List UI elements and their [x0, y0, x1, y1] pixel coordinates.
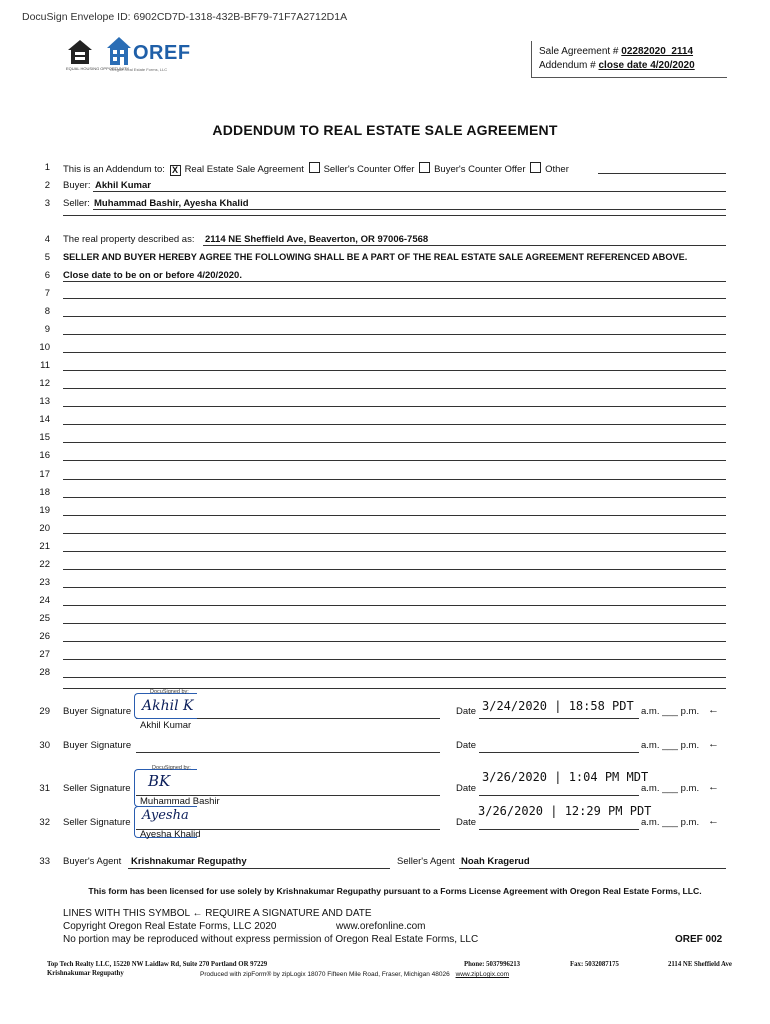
- ampm-options[interactable]: a.m. ___ p.m.: [641, 740, 700, 751]
- blank-terms-line[interactable]: [63, 316, 726, 317]
- page-title: ADDENDUM TO REAL ESTATE SALE AGREEMENT: [212, 122, 558, 138]
- line-number: 14: [39, 414, 50, 425]
- buyer-date-1-value: 3/24/2020 | 18:58 PDT: [482, 699, 634, 713]
- blank-terms-line[interactable]: [63, 479, 726, 480]
- seller-signature-label: Seller Signature: [63, 783, 131, 794]
- seller-name-field[interactable]: Muhammad Bashir, Ayesha Khalid: [94, 198, 249, 209]
- house-logo-icon: [106, 36, 132, 66]
- buyers-agent-label: Buyer's Agent: [63, 856, 122, 867]
- seller-underline: [93, 209, 726, 210]
- sellers-agent-label: Seller's Agent: [397, 856, 455, 867]
- terms-underline: [63, 281, 726, 282]
- property-row: [63, 233, 726, 249]
- line-number: 17: [39, 469, 50, 480]
- line-number: 8: [44, 306, 50, 317]
- ampm-options[interactable]: a.m. ___ p.m.: [641, 783, 700, 794]
- blank-terms-line[interactable]: [63, 569, 726, 570]
- seller-date-2-value: 3/26/2020 | 12:29 PM PDT: [478, 804, 652, 818]
- line-number: 19: [39, 505, 50, 516]
- brand-tagline: Oregon Real Estate Forms, LLC: [110, 67, 168, 72]
- blank-terms-line[interactable]: [63, 388, 726, 389]
- blank-terms-line[interactable]: [63, 587, 726, 588]
- line-number: 10: [39, 342, 50, 353]
- buyer-name-field[interactable]: Akhil Kumar: [95, 180, 151, 191]
- seller-signer-name-2: Ayesha Khalid: [140, 829, 201, 840]
- signature-required-arrow-icon: ←: [708, 738, 719, 750]
- line-number: 25: [39, 613, 50, 624]
- zipform-credit: [200, 971, 509, 978]
- blank-terms-line[interactable]: [63, 515, 726, 516]
- other-field[interactable]: [598, 173, 726, 174]
- reproduction-notice: No portion may be reproduced without express permission of Oregon Real Estate Forms, LLC: [63, 934, 479, 945]
- date-label: Date: [456, 783, 477, 794]
- line-number: 33: [39, 856, 50, 867]
- blank-terms-line[interactable]: [63, 641, 726, 642]
- terms-row-6: [63, 269, 726, 285]
- option-label-buyers-counter: Buyer's Counter Offer: [434, 164, 526, 175]
- line-number: 28: [39, 667, 50, 678]
- seller-signer-name-1: Muhammad Bashir: [140, 796, 220, 807]
- blank-terms-line[interactable]: [63, 497, 726, 498]
- brand-name: OREF: [133, 42, 191, 64]
- terms-text[interactable]: Close date to be on or before 4/20/2020.: [63, 270, 242, 281]
- signature-required-arrow-icon: ←: [708, 704, 719, 716]
- form-id: OREF 002: [675, 934, 723, 945]
- seller-date-1-field[interactable]: [479, 795, 639, 796]
- buyers-agent-underline: [128, 868, 390, 869]
- agent-name-footer: Krishnakumar Regupathy: [47, 970, 124, 977]
- buyer-signature-2-field[interactable]: [136, 752, 440, 753]
- buyer-row: [63, 179, 726, 195]
- zipform-text: Produced with zipForm® by zipLogix 18070 Fifteen Mile Road, Fraser, Michigan 48026: [200, 971, 450, 978]
- blank-terms-line[interactable]: [63, 623, 726, 624]
- blank-terms-line[interactable]: [63, 442, 726, 443]
- option-label-sale-agreement: Real Estate Sale Agreement: [184, 164, 304, 175]
- property-label: The real property described as:: [63, 234, 195, 245]
- blank-terms-line[interactable]: [63, 677, 726, 678]
- line-number: 18: [39, 487, 50, 498]
- date-label: Date: [456, 817, 477, 828]
- agreement-statement: SELLER AND BUYER HEREBY AGREE THE FOLLOWING SHALL BE A PART OF THE REAL ESTATE SALE AGREEMENT REFERENCED ABOVE.: [63, 252, 688, 262]
- line-number: 13: [39, 396, 50, 407]
- line-number: 11: [40, 360, 50, 371]
- buyer-signature-label: Buyer Signature: [63, 740, 132, 751]
- buyer-label: Buyer:: [63, 180, 91, 191]
- line-number: 27: [39, 649, 50, 660]
- license-notice: This form has been licensed for use solely by Krishnakumar Regupathy pursuant to a Forms License Agreement with Oregon Real Estate Forms, LLC.: [88, 886, 702, 896]
- buyer-signature-1-image: Akhil K: [142, 698, 194, 714]
- seller-date-2-field[interactable]: [479, 829, 639, 830]
- line-number: 5: [44, 252, 50, 263]
- property-footer: 2114 NE Sheffield Ave: [668, 961, 732, 968]
- copyright-text: Copyright Oregon Real Estate Forms, LLC 2020: [63, 921, 277, 932]
- blank-terms-line[interactable]: [63, 334, 726, 335]
- line-number: 12: [39, 378, 50, 389]
- checkbox-sellers-counter[interactable]: [309, 162, 320, 173]
- seller-signature-label: Seller Signature: [63, 817, 131, 828]
- line-number: 3: [44, 198, 50, 209]
- addendum-number[interactable]: close date 4/20/2020: [598, 60, 695, 71]
- date-label: Date: [456, 706, 477, 717]
- agreement-statement-row: [63, 251, 726, 267]
- option-label-sellers-counter: Seller's Counter Offer: [323, 164, 415, 175]
- buyer-underline: [93, 191, 726, 192]
- line-number: 20: [39, 523, 50, 534]
- line-number: 16: [39, 450, 50, 461]
- line-number: 4: [44, 234, 50, 245]
- buyers-agent-field[interactable]: Krishnakumar Regupathy: [131, 856, 247, 867]
- line-number: 6: [44, 270, 50, 281]
- brokerage-info: Top Tech Realty LLC, 15220 NW Laidlaw Rd, Suite 270 Portland OR 97229: [47, 961, 268, 968]
- seller-row: [63, 197, 726, 213]
- seller-signature-2-image: Ayesha: [142, 808, 189, 823]
- addendum-to-row: [63, 161, 726, 177]
- sale-agreement-label: Sale Agreement #: [539, 46, 619, 57]
- blank-terms-line[interactable]: [63, 551, 726, 552]
- sale-agreement-number[interactable]: 02282020_2114: [621, 46, 694, 57]
- ampm-options[interactable]: a.m. ___ p.m.: [641, 817, 700, 828]
- blank-terms-line[interactable]: [63, 370, 726, 371]
- line-number: 9: [44, 324, 50, 335]
- checkbox-sale-agreement[interactable]: X: [170, 165, 181, 176]
- line-number: 26: [39, 631, 50, 642]
- addendum-to-label: This is an Addendum to:: [63, 164, 165, 175]
- blank-terms-line[interactable]: [63, 406, 726, 407]
- signature-legend: LINES WITH THIS SYMBOL ← REQUIRE A SIGNATURE AND DATE: [63, 908, 372, 919]
- buyer-date-1-field[interactable]: [479, 718, 639, 719]
- blank-terms-line[interactable]: [63, 533, 726, 534]
- reference-box: [531, 41, 727, 78]
- blank-terms-line[interactable]: [63, 352, 726, 353]
- line-number: 30: [39, 740, 50, 751]
- seller-label: Seller:: [63, 198, 90, 209]
- phone-number: Phone: 5037996213: [464, 961, 521, 968]
- website-link[interactable]: www.orefonline.com: [336, 921, 426, 932]
- line-number: 24: [39, 595, 50, 606]
- buyer-signer-name: Akhil Kumar: [140, 720, 192, 731]
- blank-terms-line[interactable]: [63, 659, 726, 660]
- docusigned-by-label: DocuSigned by:: [152, 765, 191, 771]
- line-number: 31: [39, 783, 50, 794]
- date-label: Date: [456, 740, 477, 751]
- line-number: 15: [39, 432, 50, 443]
- addendum-label: Addendum #: [539, 60, 596, 71]
- blank-terms-line[interactable]: [63, 298, 726, 299]
- property-underline: [203, 245, 726, 246]
- line-number: 22: [39, 559, 50, 570]
- sellers-agent-field[interactable]: Noah Kragerud: [461, 856, 530, 867]
- docusigned-by-label: DocuSigned by:: [150, 689, 189, 695]
- line-number: 21: [39, 541, 50, 552]
- envelope-id: DocuSign Envelope ID: 6902CD7D-1318-432B-BF79-71F7A2712D1A: [22, 11, 348, 23]
- signature-required-arrow-icon: ←: [708, 781, 719, 793]
- line-number: 7: [44, 288, 50, 299]
- seller-date-1-value: 3/26/2020 | 1:04 PM MDT: [482, 770, 649, 784]
- blank-terms-line[interactable]: [63, 460, 726, 461]
- section-divider: [63, 215, 726, 216]
- signature-required-arrow-icon: ←: [708, 815, 719, 827]
- checkbox-other[interactable]: [530, 162, 541, 173]
- oref-logo: [66, 36, 196, 72]
- line-number: 1: [44, 162, 50, 173]
- blank-terms-line[interactable]: [63, 605, 726, 606]
- fax-number: Fax: 5032087175: [570, 961, 619, 968]
- buyer-date-2-field[interactable]: [479, 752, 639, 753]
- seller-signature-1-image: BK: [148, 772, 171, 790]
- buyer-signature-label: Buyer Signature: [63, 706, 132, 717]
- equal-housing-icon: [66, 38, 94, 66]
- ziplogix-link[interactable]: www.zipLogix.com: [455, 971, 510, 978]
- option-label-other: Other: [545, 164, 569, 175]
- line-number: 23: [39, 577, 50, 588]
- checkbox-buyers-counter[interactable]: [419, 162, 430, 173]
- line-number: 29: [39, 706, 50, 717]
- line-number: 2: [44, 180, 50, 191]
- sellers-agent-underline: [459, 868, 726, 869]
- blank-terms-line[interactable]: [63, 424, 726, 425]
- ampm-options[interactable]: a.m. ___ p.m.: [641, 706, 700, 717]
- property-address-field[interactable]: 2114 NE Sheffield Ave, Beaverton, OR 97006-7568: [205, 234, 429, 245]
- line-number: 32: [39, 817, 50, 828]
- eho-text: EQUAL HOUSING OPPORTUNITY: [66, 66, 130, 71]
